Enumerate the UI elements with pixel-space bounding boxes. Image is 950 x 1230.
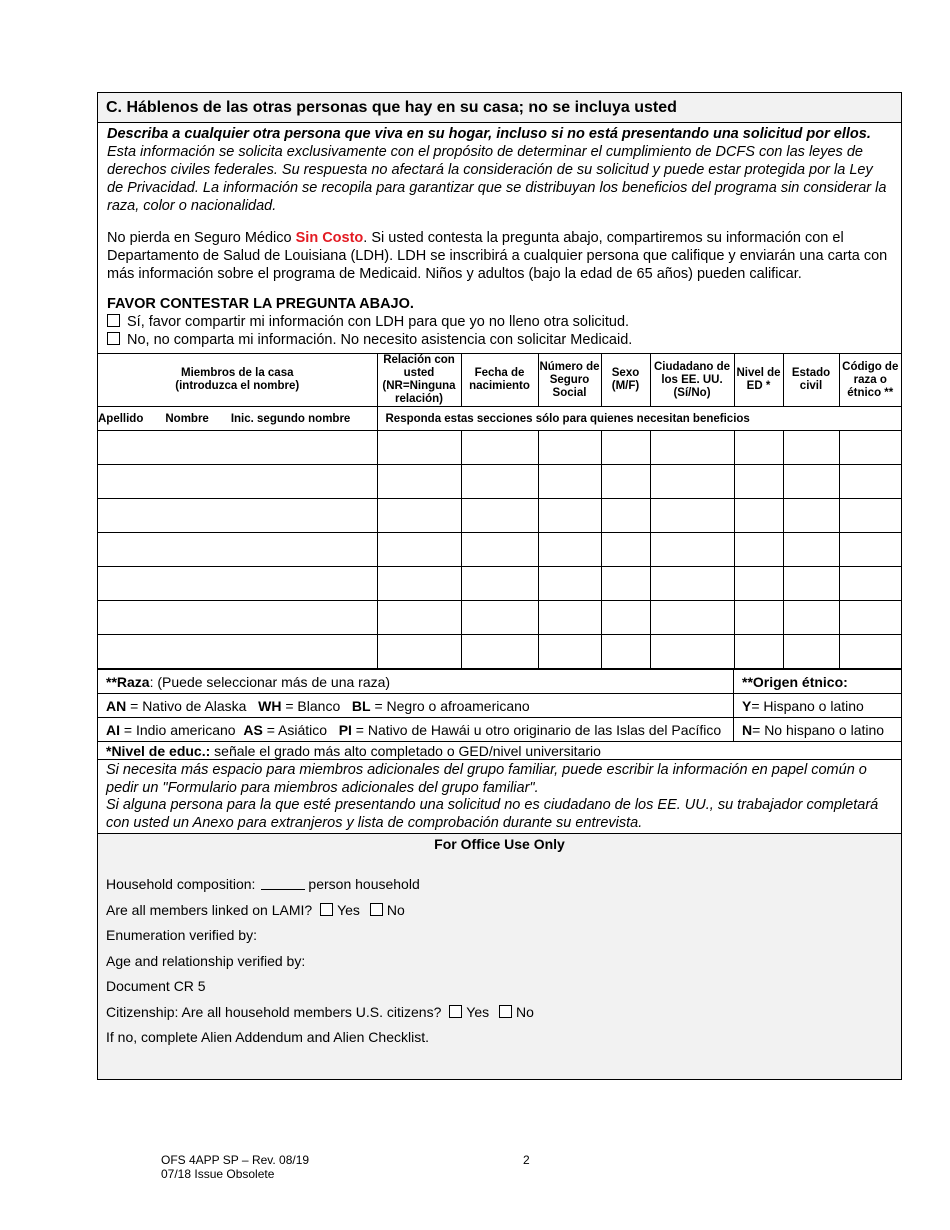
name-sublabels (98, 407, 377, 431)
medicaid-paragraph (98, 215, 901, 283)
table-cell-input[interactable] (98, 601, 377, 635)
table-cell-input[interactable] (734, 635, 783, 669)
lami-line (106, 902, 405, 918)
ethnic-desc-n: = No hispano o latino (752, 721, 885, 738)
citizenship-yes-label: Yes (466, 1004, 490, 1020)
table-cell-input[interactable] (839, 465, 901, 499)
household-pre: Household composition: (106, 876, 256, 892)
sublabel-last-name: Apellido (98, 412, 144, 425)
table-cell-input[interactable] (601, 635, 650, 669)
table-cell-input[interactable] (461, 601, 538, 635)
table-subheader-row (98, 407, 901, 431)
raza-label: **Raza (106, 673, 150, 690)
table-cell-input[interactable] (461, 533, 538, 567)
race-codes-2 (98, 722, 733, 738)
table-cell-input[interactable] (650, 431, 734, 465)
footer-revision: OFS 4APP SP – Rev. 08/19 (161, 1153, 310, 1167)
race-code: AN (106, 697, 127, 714)
table-cell-input[interactable] (377, 601, 461, 635)
sublabel-middle-initial: Inic. segundo nombre (230, 412, 351, 425)
lami-no-label: No (386, 902, 405, 918)
table-cell-input[interactable] (98, 499, 377, 533)
table-row (98, 465, 901, 499)
intro-rest: Esta información se solicita exclusivamente con el propósito de determinar el cumplimiento de DCFS con las leyes de derechos civiles federales. Su respuesta no afectará la consideración de su solicitud y puede estar protegida por la Ley de Privacidad. La información se recopila para garantizar que se distribuyan los beneficios del programa sin considerar la raza, color o nacionalidad. (107, 144, 887, 214)
table-cell-input[interactable] (377, 635, 461, 669)
educ-label: *Nivel de educ.: (106, 742, 211, 759)
option-yes-label: Sí, favor compartir mi información con LDH para que yo no lleno otra solicitud. (127, 314, 630, 330)
table-cell-input[interactable] (461, 567, 538, 601)
sublabel-first-name: Nombre (165, 412, 209, 425)
table-cell-input[interactable] (783, 465, 839, 499)
household-post: person household (308, 876, 420, 892)
race-code-desc: = Negro o afroamericano (370, 697, 530, 714)
table-cell-input[interactable] (734, 601, 783, 635)
table-cell-input[interactable] (538, 533, 601, 567)
medicaid-pre: No pierda en Seguro Médico (107, 230, 296, 246)
option-no[interactable] (107, 331, 892, 349)
table-cell-input[interactable] (839, 431, 901, 465)
citizenship-line (106, 1004, 534, 1020)
table-cell-input[interactable] (98, 635, 377, 669)
race-code: AS (243, 721, 263, 738)
table-cell-input[interactable] (461, 465, 538, 499)
table-cell-input[interactable] (783, 635, 839, 669)
table-cell-input[interactable] (538, 465, 601, 499)
table-cell-input[interactable] (650, 601, 734, 635)
table-cell-input[interactable] (839, 601, 901, 635)
table-cell-input[interactable] (461, 499, 538, 533)
col-header-members: Miembros de la casa (introduzca el nombre) (98, 354, 377, 407)
table-cell-input[interactable] (377, 431, 461, 465)
table-row (98, 635, 901, 669)
table-row (98, 533, 901, 567)
col-header-race-code: Código de raza o étnico ** (839, 354, 901, 407)
table-cell-input[interactable] (538, 499, 601, 533)
race-code: WH (258, 697, 282, 714)
table-cell-input[interactable] (601, 601, 650, 635)
table-cell-input[interactable] (839, 533, 901, 567)
table-cell-input[interactable] (377, 533, 461, 567)
medicaid-post: . Si usted contesta la pregunta abajo, compartiremos su información con el Departamento de Salud de Louisiana (LDH). LDH se inscribirá a cualquier persona que califique y enviarán una carta con más información sobre el programa de Medicaid. Niños y adultos (bajo la edad de 65 años) pueden calificar. (107, 230, 888, 282)
footer-obsolete: 07/18 Issue Obsolete (161, 1167, 275, 1181)
table-cell-input[interactable] (734, 499, 783, 533)
household-count-field[interactable] (261, 877, 305, 890)
legend (98, 669, 901, 759)
note-non-citizen: Si alguna persona para la que esté presentando una solicitud no es ciudadano de los EE. UU., su trabajador completará con usted un Anexo para extranjeros y lista de comprobación durante su entrevista. (106, 797, 879, 831)
table-cell-input[interactable] (538, 567, 601, 601)
legend-education-row (98, 741, 901, 759)
citizenship-question: Citizenship: Are all household members U.S. citizens? (106, 1004, 442, 1020)
intro-paragraph (98, 123, 901, 215)
age-relationship-line: Age and relationship verified by: (106, 953, 306, 969)
note-extra-space: Si necesita más espacio para miembros adicionales del grupo familiar, puede escribir la información en papel común o pedir un "Formulario para miembros adicionales del grupo familiar". (106, 762, 867, 796)
table-cell-input[interactable] (650, 533, 734, 567)
race-code: PI (338, 721, 352, 738)
race-codes-1 (98, 698, 733, 714)
table-cell-input[interactable] (538, 431, 601, 465)
table-cell-input[interactable] (601, 533, 650, 567)
if-no-line: If no, complete Alien Addendum and Alien Checklist. (106, 1029, 429, 1045)
citizenship-no-checkbox[interactable] (499, 1005, 512, 1018)
legend-row-1 (98, 693, 901, 717)
table-header-row (98, 354, 901, 407)
table-cell-input[interactable] (461, 635, 538, 669)
lami-no-checkbox[interactable] (370, 903, 383, 916)
table-cell-input[interactable] (601, 499, 650, 533)
footer-form-id (161, 1153, 309, 1181)
citizenship-no-label: No (516, 1004, 534, 1020)
race-code-desc: = Nativo de Hawái u otro originario de las Islas del Pacífico (351, 721, 722, 738)
col-header-relation: Relación con usted (NR=Ninguna relación) (377, 354, 461, 407)
enumeration-line: Enumeration verified by: (106, 927, 257, 943)
table-cell-input[interactable] (839, 635, 901, 669)
col-header-sex: Sexo (M/F) (601, 354, 650, 407)
table-cell-input[interactable] (783, 567, 839, 601)
table-cell-input[interactable] (839, 499, 901, 533)
page-number: 2 (523, 1153, 530, 1167)
legend-raza-row (98, 669, 901, 693)
col-header-education: Nivel de ED * (734, 354, 783, 407)
table-cell-input[interactable] (734, 567, 783, 601)
form-section-c (97, 92, 902, 1080)
checkbox-share-yes[interactable] (107, 314, 120, 327)
race-code: BL (351, 697, 371, 714)
table-cell-input[interactable] (98, 431, 377, 465)
office-title: For Office Use Only (434, 836, 565, 852)
household-members-table (98, 353, 901, 669)
household-composition-line (106, 876, 420, 892)
table-row (98, 601, 901, 635)
table-cell-input[interactable] (734, 533, 783, 567)
legend-row-2 (98, 717, 901, 741)
race-code: AI (106, 721, 120, 738)
table-cell-input[interactable] (650, 465, 734, 499)
ethnic-code-y: Y (742, 697, 752, 714)
race-code-desc: = Blanco (281, 697, 352, 714)
table-cell-input[interactable] (377, 499, 461, 533)
table-cell-input[interactable] (601, 567, 650, 601)
intro-bold: Describa a cualquier otra persona que viva en su hogar, incluso si no está presentando una solicitud por ellos. (107, 126, 871, 142)
table-cell-input[interactable] (601, 431, 650, 465)
origen-label: **Origen étnico: (742, 673, 848, 690)
table-cell-input[interactable] (461, 431, 538, 465)
checkbox-share-no[interactable] (107, 332, 120, 345)
table-row (98, 499, 901, 533)
table-cell-input[interactable] (377, 567, 461, 601)
document-line: Document CR 5 (106, 978, 206, 994)
question-block (98, 283, 901, 349)
col-header-ssn: Número de Seguro Social (538, 354, 601, 407)
race-code-desc: = Asiático (262, 721, 339, 738)
table-cell-input[interactable] (98, 465, 377, 499)
race-code-desc: = Nativo de Alaska (126, 697, 259, 714)
table-cell-input[interactable] (783, 533, 839, 567)
race-code-desc: = Indio americano (120, 721, 244, 738)
table-cell-input[interactable] (734, 431, 783, 465)
section-title: C. Háblenos de las otras personas que hay en su casa; no se incluya usted (98, 93, 901, 123)
option-yes[interactable] (107, 313, 892, 331)
table-cell-input[interactable] (650, 567, 734, 601)
table-cell-input[interactable] (98, 567, 377, 601)
table-cell-input[interactable] (783, 601, 839, 635)
col-header-citizen: Ciudadano de los EE. UU. (Sí/No) (650, 354, 734, 407)
table-cell-input[interactable] (98, 533, 377, 567)
citizenship-yes-checkbox[interactable] (449, 1005, 462, 1018)
col-header-birthdate: Fecha de nacimiento (461, 354, 538, 407)
table-row (98, 567, 901, 601)
table-cell-input[interactable] (783, 431, 839, 465)
table-row (98, 431, 901, 465)
table-cell-input[interactable] (377, 465, 461, 499)
ethnic-desc-y: = Hispano o latino (751, 697, 864, 714)
lami-yes-checkbox[interactable] (320, 903, 333, 916)
medicaid-highlight: Sin Costo (295, 230, 364, 246)
educ-text: señale el grado más alto completado o GED/nivel universitario (210, 742, 601, 759)
benefits-note: Responda estas secciones sólo para quienes necesitan beneficios (377, 407, 901, 431)
table-cell-input[interactable] (783, 499, 839, 533)
table-cell-input[interactable] (839, 567, 901, 601)
table-cell-input[interactable] (601, 465, 650, 499)
table-cell-input[interactable] (538, 601, 601, 635)
table-cell-input[interactable] (734, 465, 783, 499)
table-cell-input[interactable] (650, 635, 734, 669)
table-cell-input[interactable] (538, 635, 601, 669)
raza-text: : (Puede seleccionar más de una raza) (149, 673, 391, 690)
additional-notes (98, 759, 901, 833)
ethnic-code-n: N (742, 721, 753, 738)
table-body (98, 431, 901, 669)
lami-question: Are all members linked on LAMI? (106, 902, 313, 918)
col-header-marital: Estado civil (783, 354, 839, 407)
table-cell-input[interactable] (650, 499, 734, 533)
lami-yes-label: Yes (337, 902, 360, 918)
question-heading: FAVOR CONTESTAR LA PREGUNTA ABAJO. (107, 296, 414, 312)
option-no-label: No, no comparta mi información. No necesito asistencia con solicitar Medicaid. (127, 332, 633, 348)
office-use-section (98, 833, 901, 1079)
